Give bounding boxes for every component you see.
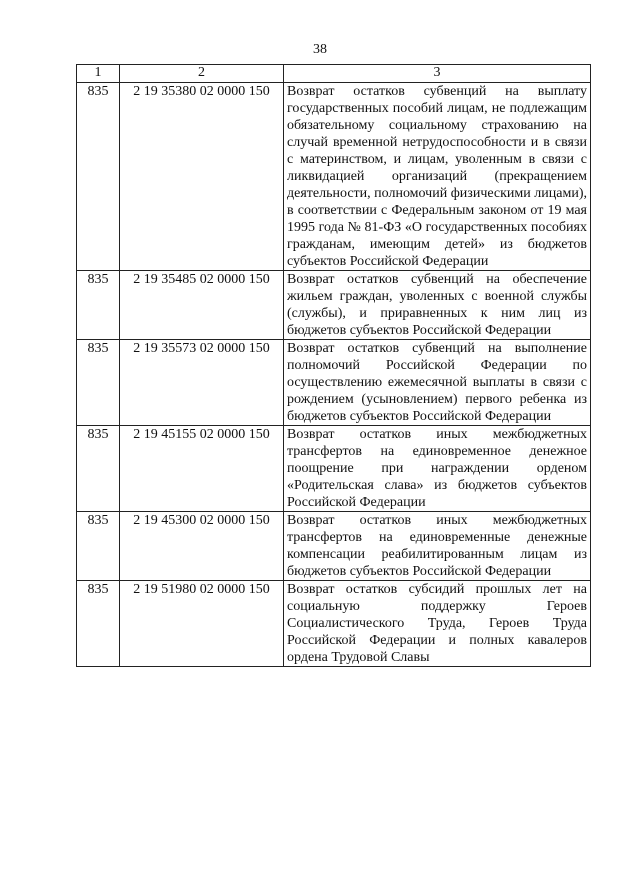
income-name-cell: Возврат остатков субвенций на выплату государственных пособий лицам, не подлежащим обязательному социальному страхованию на случай временной нетрудоспособности и в связи с материнством, и лицам, уволенным в связи с ликвидацией организаций (прекращением деятельности, полномочий физическими лицами), в соответствии с Федеральным законом от 19 мая 1995 года № 81-ФЗ «О государственных пособиях гражданам, имеющим детей» из бюджетов субъектов Российской Федерации [284, 83, 591, 271]
income-name-cell: Возврат остатков субсидий прошлых лет на социальную поддержку Героев Социалистического Труда, Героев Труда Российской Федерации и полных кавалеров ордена Трудовой Славы [284, 581, 591, 667]
budget-classification-table [76, 64, 591, 667]
column-header-2: 2 [120, 65, 284, 83]
budget-code-cell: 2 19 35485 02 0000 150 [120, 271, 284, 340]
table-row [77, 271, 591, 340]
budget-code-cell: 2 19 35380 02 0000 150 [120, 83, 284, 271]
column-header-1: 1 [77, 65, 120, 83]
admin-code-cell: 835 [77, 512, 120, 581]
table-row [77, 426, 591, 512]
admin-code-cell: 835 [77, 83, 120, 271]
page-number: 38 [313, 42, 327, 57]
budget-code-cell: 2 19 45300 02 0000 150 [120, 512, 284, 581]
table-row [77, 581, 591, 667]
income-name-cell: Возврат остатков иных межбюджетных трансфертов на единовременные денежные компенсации реабилитированным лицам из бюджетов субъектов Российской Федерации [284, 512, 591, 581]
budget-code-cell: 2 19 35573 02 0000 150 [120, 340, 284, 426]
table-row [77, 340, 591, 426]
table-header-row [77, 65, 591, 83]
income-name-cell: Возврат остатков иных межбюджетных трансфертов на единовременное денежное поощрение при награждении орденом «Родительская слава» из бюджетов субъектов Российской Федерации [284, 426, 591, 512]
table-row [77, 512, 591, 581]
admin-code-cell: 835 [77, 426, 120, 512]
admin-code-cell: 835 [77, 271, 120, 340]
budget-code-cell: 2 19 51980 02 0000 150 [120, 581, 284, 667]
budget-code-cell: 2 19 45155 02 0000 150 [120, 426, 284, 512]
admin-code-cell: 835 [77, 581, 120, 667]
admin-code-cell: 835 [77, 340, 120, 426]
table-row [77, 83, 591, 271]
income-name-cell: Возврат остатков субвенций на выполнение полномочий Российской Федерации по осуществлению ежемесячной выплаты в связи с рождением (усыновлением) первого ребенка из бюджетов субъектов Российской Федерации [284, 340, 591, 426]
income-name-cell: Возврат остатков субвенций на обеспечение жильем граждан, уволенных с военной службы (службы), и приравненных к ним лиц из бюджетов субъектов Российской Федерации [284, 271, 591, 340]
column-header-3: 3 [284, 65, 591, 83]
